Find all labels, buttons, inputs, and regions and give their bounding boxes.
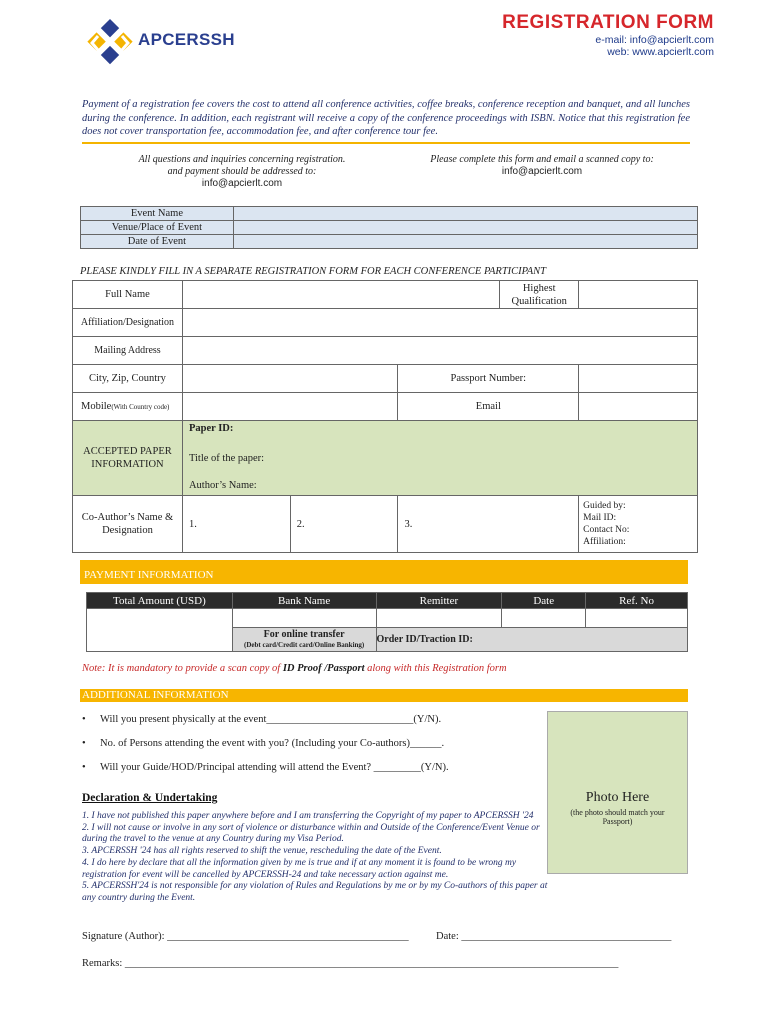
question-2	[82, 738, 444, 749]
question-1	[82, 714, 441, 725]
mobile-field[interactable]	[182, 393, 398, 421]
coauthor-3-field[interactable]: 3.	[398, 496, 579, 553]
signature-line[interactable]: Signature (Author): ______________________________________________	[82, 931, 409, 942]
coauthor-2-field[interactable]: 2.	[290, 496, 398, 553]
full-name-label: Full Name	[73, 281, 183, 309]
date-field[interactable]	[502, 609, 586, 628]
mobile-note: (With Country code)	[111, 403, 170, 411]
qualification-label	[500, 281, 579, 309]
additional-heading: ADDITIONAL INFORMATION	[82, 689, 229, 701]
total-amount-field[interactable]	[87, 609, 233, 652]
form-title: REGISTRATION FORM	[502, 12, 714, 33]
header-email[interactable]: e-mail: info@apcierlt.com	[595, 34, 714, 46]
declaration-list	[82, 811, 555, 905]
bullet-icon: •	[82, 762, 86, 773]
submit-line1: Please complete this form and email a scanned copy to:	[430, 154, 654, 165]
contact-no-label: Contact No:	[583, 525, 630, 535]
question-3	[82, 762, 449, 773]
submit-block	[412, 154, 672, 178]
venue-label: Venue/Place of Event	[81, 221, 234, 235]
email-label: Email	[398, 393, 579, 421]
date-header: Date	[502, 593, 586, 609]
event-date-field[interactable]	[233, 235, 697, 249]
photo-note-2: Passport)	[602, 817, 633, 826]
remitter-field[interactable]	[376, 609, 502, 628]
declaration-item: 5. APCERSSH'24 is not responsible for any violation of Rules and Regulations by me or by my Co-authors of this paper at any country during the Event.	[82, 881, 548, 903]
accepted-paper-fields[interactable]	[182, 421, 697, 496]
bank-name-field[interactable]	[232, 609, 376, 628]
question-2-text: No. of Persons attending the event with you? (Including your Co-authors)______.	[100, 738, 445, 749]
declaration-heading: Declaration & Undertaking	[82, 792, 218, 804]
ref-no-field[interactable]	[586, 609, 688, 628]
accepted-paper-line2: INFORMATION	[91, 459, 164, 470]
paper-id-label: Paper ID:	[188, 423, 234, 434]
city-label: City, Zip, Country	[73, 365, 183, 393]
remitter-header: Remitter	[376, 593, 502, 609]
bank-name-header: Bank Name	[232, 593, 376, 609]
event-name-label: Event Name	[81, 207, 234, 221]
ref-no-header: Ref. No	[586, 593, 688, 609]
email-field[interactable]	[579, 393, 698, 421]
payment-heading: PAYMENT INFORMATION	[84, 569, 214, 581]
remarks-line[interactable]: Remarks: ______________________________________________________________________________________________	[82, 958, 619, 969]
event-table	[80, 206, 698, 249]
qualification-label-2: Qualification	[511, 295, 567, 307]
paper-title-label: Title of the paper:	[188, 453, 265, 464]
qualification-label-1: Highest	[522, 282, 556, 294]
coauthor-label-1: Co-Author’s Name &	[81, 512, 174, 523]
coauthor-1-field[interactable]: 1.	[182, 496, 290, 553]
order-id-field[interactable]: Order ID/Traction ID:	[376, 628, 688, 652]
mandatory-note	[82, 663, 507, 674]
declaration-item: 3. APCERSSH '24 has all rights reserved to shift the venue, rescheduling the date of the Event.	[82, 846, 442, 857]
affiliation-label: Affiliation/Designation	[73, 309, 183, 337]
question-3-text: Will your Guide/HOD/Principal attending will attend the Event? _________(Y/N).	[100, 762, 449, 773]
qualification-field[interactable]	[579, 281, 698, 309]
inquiries-block	[112, 154, 372, 190]
venue-field[interactable]	[233, 221, 697, 235]
total-amount-header: Total Amount (USD)	[87, 593, 233, 609]
mobile-text: Mobile	[81, 401, 112, 412]
declaration-item: 1. I have not published this paper anywhere before and I am transferring the Copyright of my paper to APCERSSH '24	[82, 811, 534, 821]
online-transfer-cell	[232, 628, 376, 652]
logo-text: APCERSSH	[138, 30, 235, 49]
event-date-label: Date of Event	[81, 235, 234, 249]
registrant-table	[72, 280, 698, 553]
inquiries-line1: All questions and inquiries concerning registration.	[138, 154, 346, 165]
payment-bar	[80, 560, 688, 584]
online-transfer-note: (Debt card/Credit card/Online Banking)	[244, 640, 365, 649]
divider	[82, 142, 690, 144]
online-transfer-label: For online transfer	[263, 628, 345, 640]
photo-box[interactable]	[547, 711, 688, 874]
mobile-label	[73, 393, 183, 421]
event-name-field[interactable]	[233, 207, 697, 221]
submit-email[interactable]: info@apcierlt.com	[501, 166, 583, 177]
accepted-paper-line1: ACCEPTED PAPER	[83, 446, 172, 457]
bullet-icon: •	[82, 738, 86, 749]
mail-id-label: Mail ID:	[583, 513, 617, 523]
city-field[interactable]	[182, 365, 398, 393]
author-name-label: Author’s Name:	[188, 480, 257, 491]
bullet-icon: •	[82, 714, 86, 725]
declaration-item: 4. I do here by declare that all the information given by me is true and if at any moment it is found to be wrong my registration for event will be cancelled by APCERSSH-24 and take necessary action against me.	[82, 857, 517, 880]
mailing-label: Mailing Address	[73, 337, 183, 365]
full-name-field[interactable]	[182, 281, 499, 309]
photo-note-1: (the photo should match your	[570, 808, 665, 817]
header-web[interactable]: web: www.apcierlt.com	[607, 46, 714, 58]
passport-label: Passport Number:	[398, 365, 579, 393]
note-suffix: along with this Registration form	[364, 663, 507, 674]
declaration-item: 2. I will not cause or involve in any sort of violence or disturbance within and Outside of the Conference/Event Venue or during the travel to the venue at any Country during my Visa Period.	[82, 822, 540, 845]
coauthor-label-2: Designation	[102, 525, 153, 536]
inquiries-email[interactable]: info@apcierlt.com	[201, 178, 283, 189]
question-1-text: Will you present physically at the event____________________________(Y/N).	[100, 714, 442, 725]
guide-affiliation-label: Affiliation:	[583, 537, 626, 547]
coauthor-label	[73, 496, 183, 553]
logo-mark-icon	[84, 14, 136, 72]
affiliation-field[interactable]	[182, 309, 697, 337]
inquiries-line2: and payment should be addressed to:	[167, 166, 317, 177]
guided-by-label: Guided by:	[583, 501, 626, 511]
photo-title: Photo Here	[585, 790, 650, 805]
guide-field[interactable]	[579, 496, 698, 553]
intro-paragraph: Payment of a registration fee covers the cost to attend all conference activities, coffee breaks, conference reception and banquet, and all lunches during the conference. In addition, each registrant will receive a copy of the conference proceedings with ISBN. Notice that this registration fee does not cover transportation fee, accommodation fee, and after conference tour fee.	[82, 99, 690, 137]
participant-notice: PLEASE KINDLY FILL IN A SEPARATE REGISTRATION FORM FOR EACH CONFERENCE PARTICIPANT	[80, 266, 546, 277]
additional-bar	[80, 689, 688, 702]
date-line[interactable]: Date: ________________________________________	[436, 931, 672, 942]
payment-table	[86, 592, 688, 652]
note-prefix: Note: It is mandatory to provide a scan copy of	[82, 663, 283, 674]
passport-field[interactable]	[579, 365, 698, 393]
accepted-paper-label	[73, 421, 183, 496]
note-bold: ID Proof /Passport	[282, 663, 365, 674]
mailing-field[interactable]	[182, 337, 697, 365]
